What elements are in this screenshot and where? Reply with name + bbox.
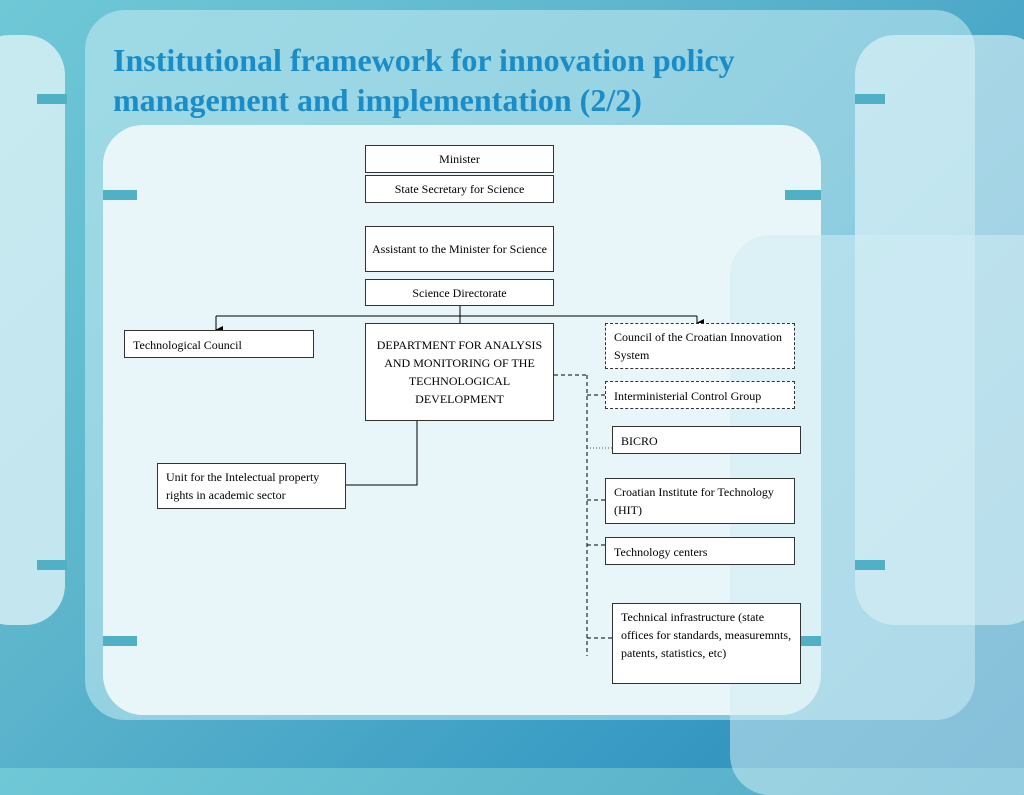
box-ip-unit bbox=[157, 463, 346, 509]
box-science-directorate bbox=[365, 279, 554, 306]
box-label: Assistant to the Minister for Science bbox=[372, 242, 547, 256]
box-label: Interministerial Control Group bbox=[614, 389, 762, 403]
box-label: BICRO bbox=[621, 434, 658, 448]
box-label: Unit for the Intelectual property rights in academic sector bbox=[166, 470, 320, 502]
box-council-croatian bbox=[605, 323, 795, 369]
box-interministerial bbox=[605, 381, 795, 409]
box-label: DEPARTMENT FOR ANALYSIS AND MONITORING OF THE TECHNOLOGICAL DEVELOPMENT bbox=[376, 338, 543, 406]
box-label: Minister bbox=[439, 152, 480, 166]
connector-to-ip-unit bbox=[346, 421, 417, 485]
box-label: Technology centers bbox=[614, 545, 708, 559]
box-department bbox=[365, 323, 554, 421]
box-state-secretary bbox=[365, 175, 554, 203]
box-technological-council bbox=[124, 330, 314, 358]
box-label: Technical infrastructure (state offices for standards, measuremnts, patents, statistics, etc) bbox=[621, 610, 792, 660]
box-label: Council of the Croatian Innovation System bbox=[614, 330, 782, 362]
box-label: Technological Council bbox=[133, 338, 242, 352]
box-label: Science Directorate bbox=[412, 285, 507, 300]
box-tech-infrastructure bbox=[612, 603, 801, 684]
box-assistant bbox=[365, 226, 554, 272]
box-bicro bbox=[612, 426, 801, 454]
box-hit bbox=[605, 478, 795, 524]
box-label: State Secretary for Science bbox=[394, 182, 525, 196]
box-minister bbox=[365, 145, 554, 173]
slide-title: Institutional framework for innovation policy management and implementation (2/2) bbox=[113, 42, 735, 118]
box-label: Croatian Institute for Technology (HIT) bbox=[614, 485, 774, 517]
box-tech-centers bbox=[605, 537, 795, 565]
